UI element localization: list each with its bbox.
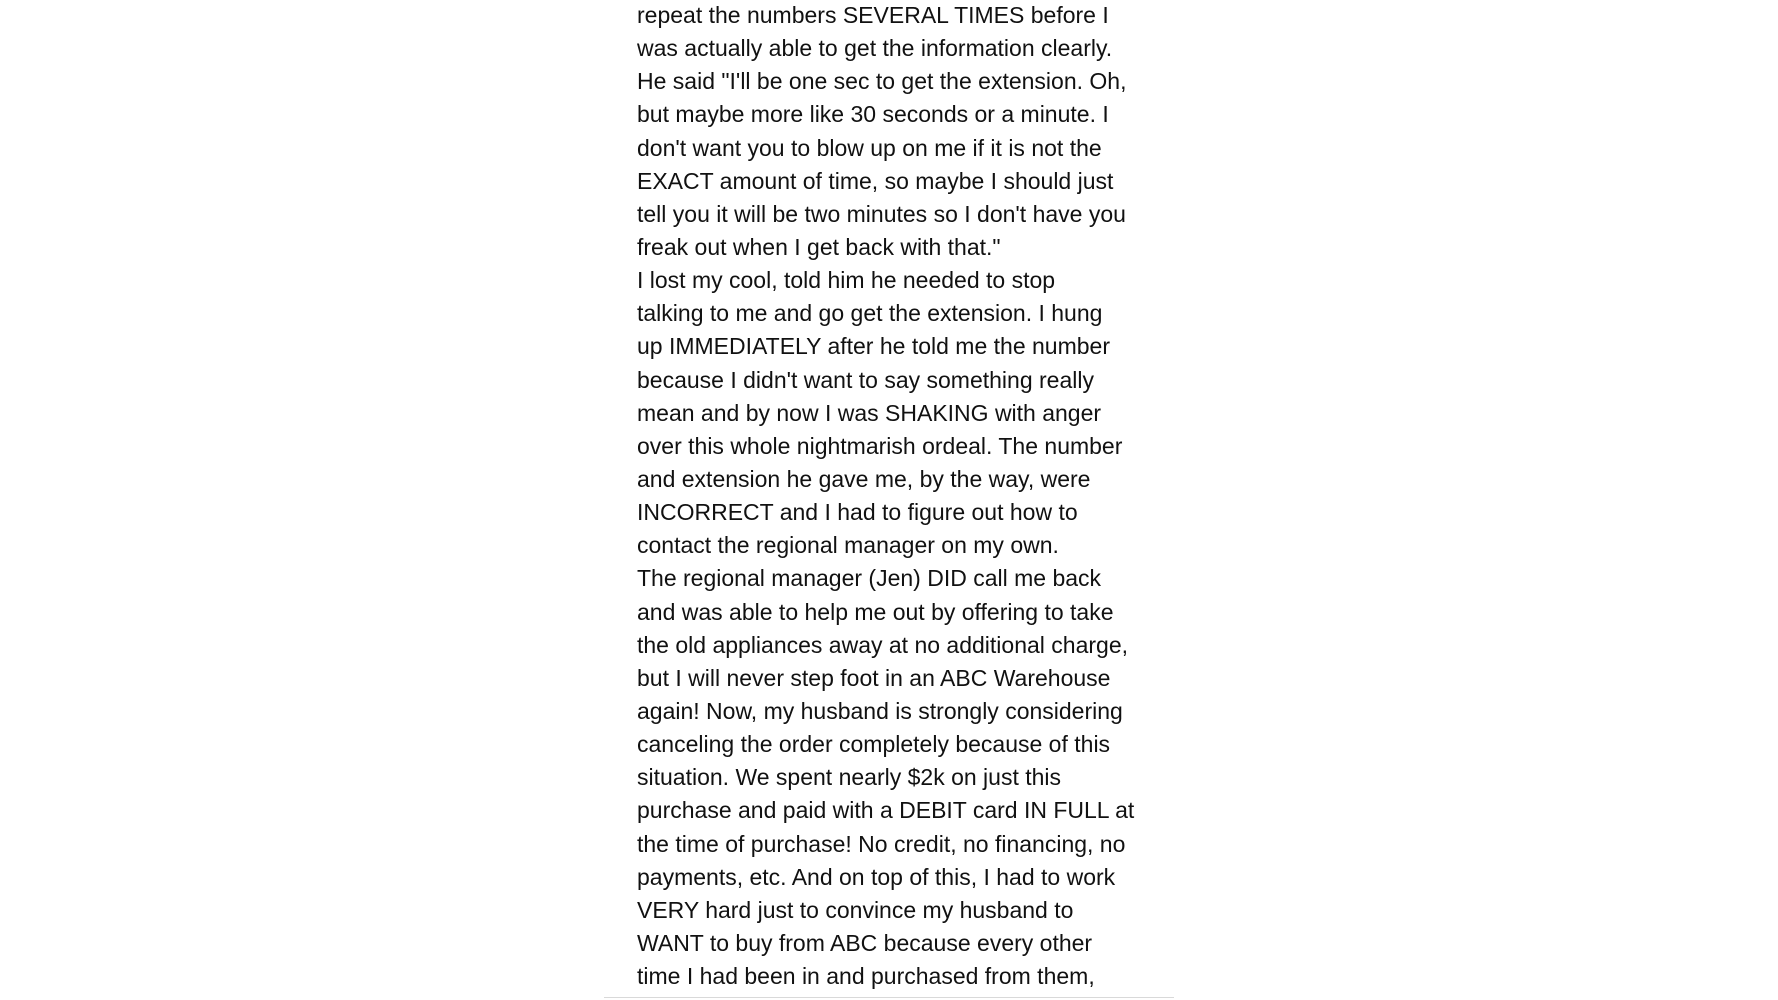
text-line: but maybe more like 30 seconds or a minute. I: [637, 101, 1109, 128]
text-line: The regional manager (Jen) DID call me back: [637, 565, 1102, 592]
text-line: freak out when I get back with that.": [637, 233, 1001, 260]
text-line: purchase and paid with a DEBIT card IN FULL at: [637, 797, 1135, 824]
text-line: tell you it will be two minutes so I don't have you: [637, 200, 1126, 227]
text-line: because I didn't want to say something really: [637, 366, 1094, 393]
text-line: time I had been in and purchased from them,: [637, 963, 1095, 990]
text-line: again! Now, my husband is strongly considering: [637, 697, 1123, 724]
text-line: was actually able to get the information clearly.: [637, 35, 1113, 62]
text-line: up IMMEDIATELY after he told me the number: [637, 333, 1110, 360]
text-line: don't want you to blow up on me if it is not the: [637, 134, 1102, 161]
text-line: EXACT amount of time, so maybe I should just: [637, 167, 1114, 194]
text-line: mean and by now I was SHAKING with anger: [637, 399, 1102, 426]
text-line: He said "I'll be one sec to get the extension. Oh,: [637, 68, 1127, 95]
text-line: payments, etc. And on top of this, I had to work: [637, 863, 1116, 890]
text-line: WANT to buy from ABC because every other: [637, 929, 1093, 956]
text-line: situation. We spent nearly $2k on just this: [637, 764, 1062, 791]
text-line: repeat the numbers SEVERAL TIMES before I: [637, 2, 1109, 28]
text-line: the old appliances away at no additional charge,: [637, 631, 1129, 658]
text-line: and extension he gave me, by the way, were: [637, 465, 1091, 492]
text-line: but I will never step foot in an ABC Warehouse: [637, 664, 1111, 691]
bottom-divider: [604, 997, 1174, 998]
text-line: canceling the order completely because of this: [637, 731, 1111, 758]
text-line: VERY hard just to convince my husband to: [637, 896, 1074, 923]
text-line: I lost my cool, told him he needed to stop: [637, 267, 1056, 294]
text-line: over this whole nightmarish ordeal. The number: [637, 432, 1123, 459]
text-line: the time of purchase! No credit, no financing, no: [637, 830, 1126, 857]
text-line: INCORRECT and I had to figure out how to: [637, 499, 1078, 526]
text-line: and was able to help me out by offering to take: [637, 598, 1114, 625]
text-line: contact the regional manager on my own.: [637, 532, 1059, 559]
text-line: talking to me and go get the extension. I hung: [637, 300, 1103, 327]
post-body-text: [637, 0, 1177, 993]
